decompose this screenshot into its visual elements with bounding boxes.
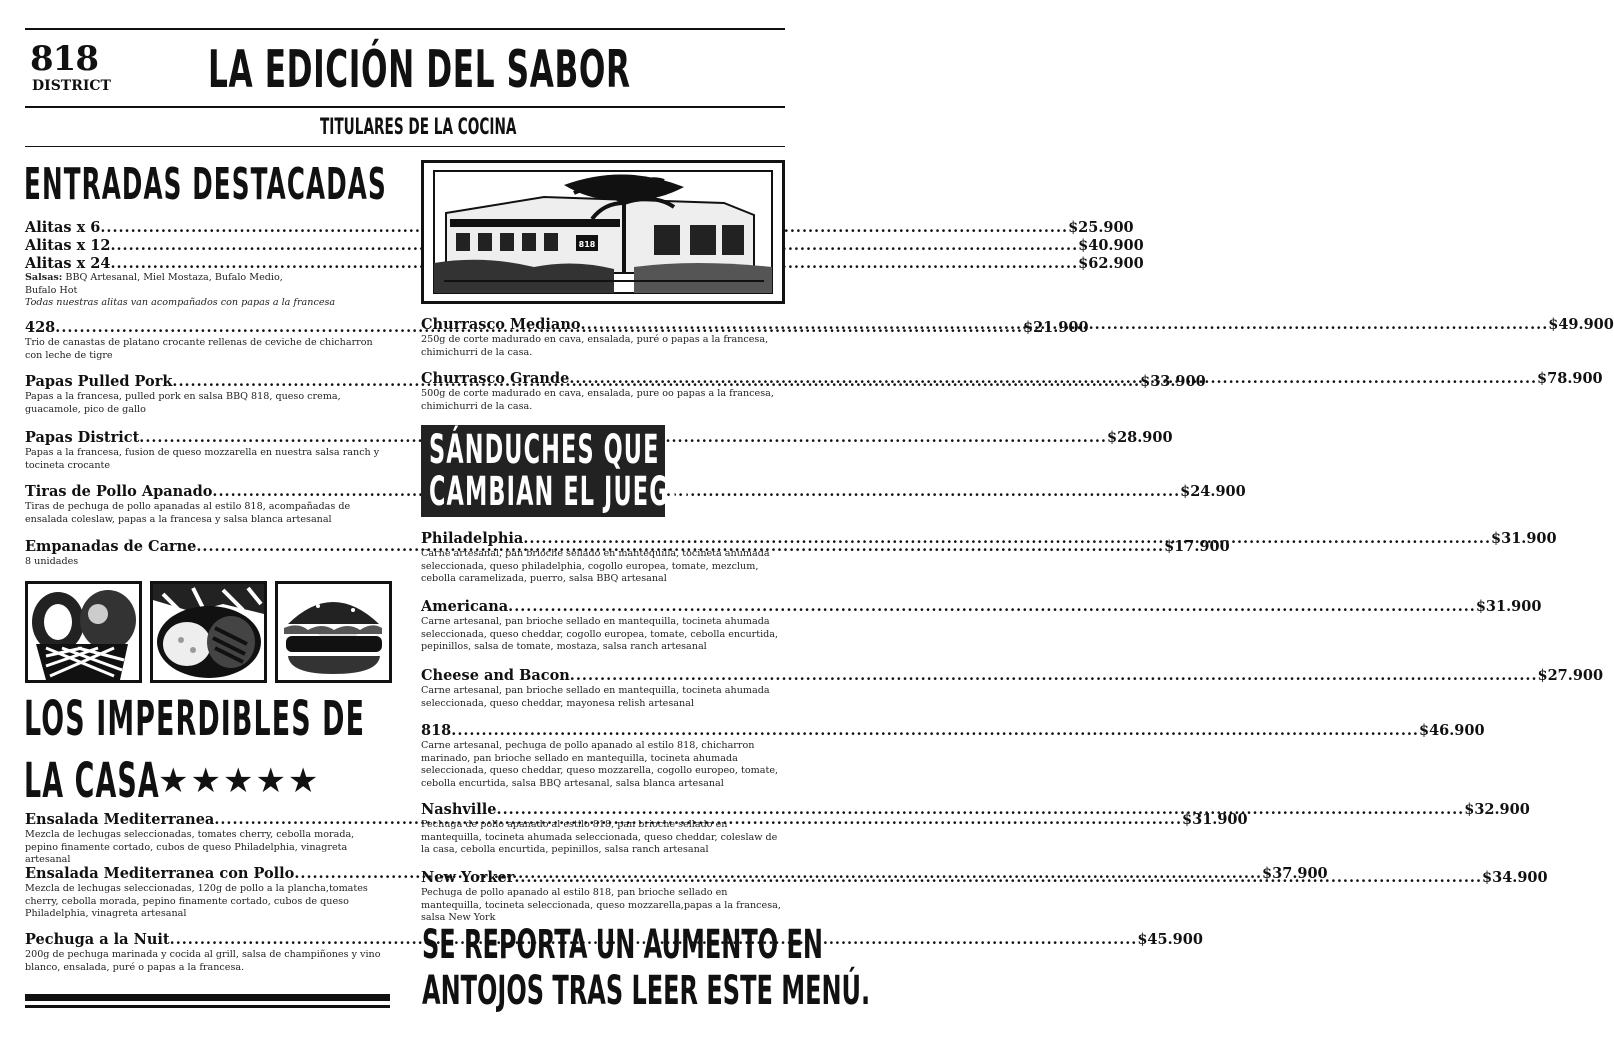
menu-item-alitas-24	[25, 255, 1144, 273]
burger-photo-icon	[275, 581, 392, 683]
footer-tagline-line2: ANTOJOS TRAS LEER ESTE MENÚ.	[422, 968, 871, 1014]
item-price: $27.900	[1537, 667, 1604, 684]
item-name: 818	[421, 722, 452, 739]
item-name: Americana	[421, 598, 509, 615]
item-description: Carne artesanal, pechuga de pollo apanado al estilo 818, chicharron marinado, pan brioche sellado en mantequilla, tocineta ahumada seleccionada, queso cheddar, queso mozzarella, cogollo europeo, tomate, cebolla encurtida, salsa BBQ artesanal, salsa blanca artesanal	[421, 740, 779, 789]
item-name: Papas Pulled Pork	[25, 373, 173, 390]
sanduches-title-line2: CAMBIAN EL JUEGO	[429, 469, 689, 515]
item-name: Papas District	[25, 429, 140, 446]
item-description: Papas a la francesa, fusion de queso mozzarella en nuestra salsa ranch y tocineta crocante	[25, 447, 380, 471]
item-description: Carne artesanal, pan brioche sellado en mantequilla, tocineta ahumada seleccionada, queso philadelphia, cogollo europea, tomate, mezclum, cebolla caramelizada, puerro, salsa BBQ artesanal	[421, 548, 770, 584]
sauces-list	[25, 272, 285, 297]
building-photo-icon	[421, 160, 785, 304]
item-price: $21.900	[1022, 319, 1089, 336]
item-name: Empanadas de Carne	[25, 538, 197, 555]
page-headline: LA EDICIÓN DEL SABOR	[208, 40, 631, 100]
menu-item-alitas-6	[25, 219, 1134, 237]
page-subheadline: TITULARES DE LA COCINA	[320, 115, 517, 140]
steak-plate-photo-icon	[150, 581, 267, 683]
item-name: Pechuga a la Nuit	[25, 931, 170, 948]
item-price: $32.900	[1464, 801, 1530, 818]
headline-rule	[25, 106, 785, 108]
item-description: 8 unidades	[25, 556, 79, 567]
sauces-values: BBQ Artesanal, Miel Mostaza, Bufalo Medio, Bufalo Hot	[25, 272, 283, 296]
svg-text:818: 818	[578, 240, 596, 249]
item-description: Papas a la francesa, pulled pork en salsa BBQ 818, queso crema, guacamole, pico de gallo	[25, 391, 341, 415]
item-description: 250g de corte madurado en cava, ensalada, puré o papas a la francesa, chimichurri de la casa.	[421, 334, 769, 358]
item-price: $45.900	[1137, 931, 1203, 948]
item-price: $34.900	[1482, 869, 1548, 886]
burger-drawing	[278, 584, 389, 680]
building-drawing	[424, 163, 782, 301]
menu-item-americana	[421, 598, 1542, 654]
sanduches-title-box	[421, 425, 689, 517]
logo-word: DISTRICT	[32, 78, 111, 94]
top-rule	[25, 28, 785, 30]
item-name: Ensalada Mediterranea con Pollo	[25, 865, 295, 882]
item-description: Mezcla de lechugas seleccionadas, tomates cherry, cebolla morada, pepino finamente cortado, cubos de queso Philadelphia, vinagreta artesanal	[25, 829, 355, 865]
item-price: $78.900	[1537, 370, 1603, 387]
imperdibles-title-line2: LA CASA	[24, 753, 160, 809]
wings-basket-drawing	[28, 584, 139, 680]
item-price: $31.900	[1491, 530, 1557, 547]
item-price: $62.900	[1078, 255, 1144, 272]
item-name: Nashville	[421, 801, 497, 818]
wings-basket-photo-icon	[25, 581, 142, 683]
item-description: Trio de canastas de platano crocante rellenas de ceviche de chicharron con leche de tigre	[25, 337, 373, 361]
item-price: $17.900	[1164, 538, 1230, 555]
item-description: 200g de pechuga marinada y cocida al grill, salsa de champiñones y vino blanco, ensalada, puré o papas a la francesa.	[25, 949, 381, 973]
item-description: Pechuga de pollo apanado al estilo 818, pan brioche sellado en mantequilla, tocineta seleccionada, queso mozzarella,papas a la francesa, salsa New York	[421, 887, 781, 923]
alitas-note: Todas nuestras alitas van acompañados con papas a la francesa	[25, 297, 336, 308]
item-name: Ensalada Mediterranea	[25, 811, 215, 828]
item-price: $24.900	[1180, 483, 1246, 500]
item-price: $37.900	[1262, 865, 1328, 882]
item-name: Alitas x 24	[25, 255, 111, 272]
footer-rule-thick	[25, 994, 390, 1001]
item-price: $33.900	[1140, 373, 1206, 390]
item-description: Carne artesanal, pan brioche sellado en mantequilla, tocineta ahumada seleccionada, queso cheddar, mayonesa relish artesanal	[421, 685, 770, 709]
item-price: $40.900	[1078, 237, 1144, 254]
item-description: Tiras de pechuga de pollo apanadas al estilo 818, acompañadas de ensalada coleslaw, papas a la francesa y salsa blanca artesanal	[25, 501, 351, 525]
sanduches-title-line1: SÁNDUCHES QUE	[429, 427, 660, 473]
footer-rule-thin	[25, 1005, 390, 1008]
item-price: $28.900	[1106, 429, 1173, 446]
steak-plate-drawing	[153, 584, 264, 680]
item-price: $31.900	[1475, 598, 1542, 615]
menu-item-818	[421, 722, 1485, 790]
subheadline-rule	[25, 146, 785, 147]
item-price: $25.900	[1068, 219, 1134, 236]
item-description: Mezcla de lechugas seleccionadas, 120g de pollo a la plancha,tomates cherry, cebolla morada, pepino finamente cortado, cubos de queso Philadelphia, vinagreta artesanal	[25, 883, 368, 919]
item-name: New Yorker	[421, 869, 515, 886]
item-name: Alitas x 12	[25, 237, 111, 254]
item-description: Pechuga de pollo apanado al estilo 818, pan brioche sellado en mantequilla, tocineta ahumada seleccionada, queso cheddar, coleslaw de la casa, cebolla encurtida, pepinillos, salsa ranch artesanal	[421, 819, 778, 855]
item-price: $46.900	[1418, 722, 1485, 739]
menu-item-cheese-and-bacon	[421, 667, 1604, 710]
footer-tagline-line1: SE REPORTA UN AUMENTO EN	[422, 922, 823, 968]
imperdibles-title-line1: LOS IMPERDIBLES DE	[24, 691, 366, 747]
item-description: 500g de corte madurado en cava, ensalada, pure oo papas a la francesa, chimichurri de la casa.	[421, 388, 774, 412]
item-name: Alitas x 6	[25, 219, 101, 236]
item-name: Churrasco Mediano	[421, 316, 581, 333]
item-name: Philadelphia	[421, 530, 524, 547]
five-star-icon: ★★★★★	[158, 761, 321, 801]
item-name: 428	[25, 319, 56, 336]
logo-number: 818	[30, 39, 98, 79]
item-name: Churrasco Grande	[421, 370, 570, 387]
item-name: Cheese and Bacon	[421, 667, 570, 684]
entradas-title: ENTRADAS DESTACADAS	[24, 159, 387, 210]
item-description: Carne artesanal, pan brioche sellado en mantequilla, tocineta ahumada seleccionada, queso cheddar, cogollo europea, tomate, cebolla encurtida, pepinillos, salsa de tomate, mostaza, salsa ranch artesanal	[421, 616, 779, 652]
sauces-label: Salsas:	[25, 272, 63, 283]
item-price: $31.900	[1182, 811, 1248, 828]
item-name: Tiras de Pollo Apanado	[25, 483, 213, 500]
item-price: $49.900	[1548, 316, 1614, 333]
